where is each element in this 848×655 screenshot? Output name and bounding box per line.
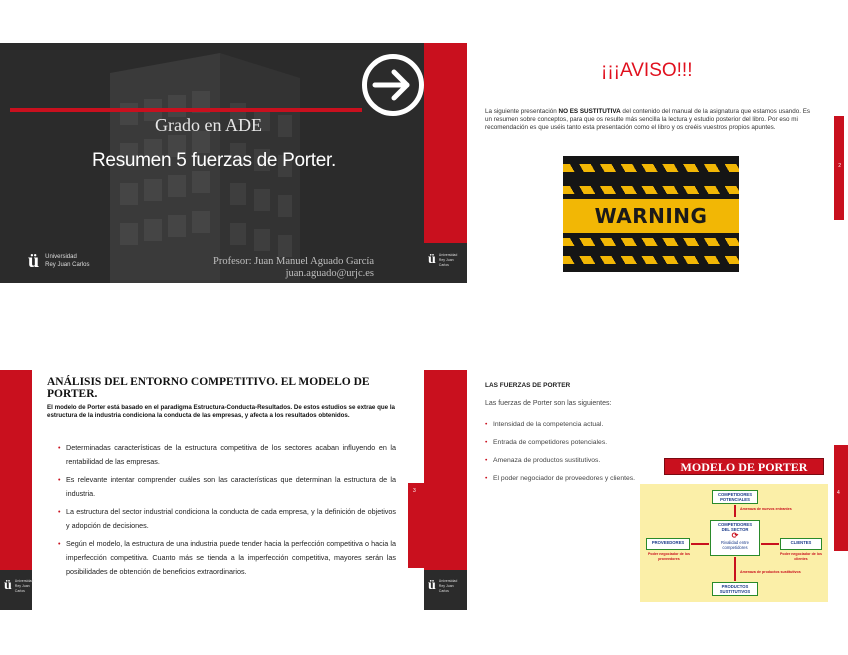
box-clients: CLIENTES — [780, 538, 822, 550]
slide4-red-tab — [834, 445, 848, 551]
slide3-intro: El modelo de Porter está basado en el paradigma Estructura-Conducta-Resultados. De estos estudios se extrae que la estructura de la industria condiciona la conducta de las empresas, y afecta a los resultados obtenidos. — [47, 404, 395, 419]
warning-image — [563, 156, 739, 272]
warning-tape-lower — [563, 238, 739, 246]
list-item: • El poder negociador de proveedores y clientes. — [485, 470, 635, 488]
note-supplier-power: Poder negociador de los proveedores — [648, 552, 690, 561]
list-item: • La estructura del sector industrial condiciona la conducta de cada empresa, y la definición de objetivos y adopción de decisiones. — [58, 505, 396, 533]
warning-tape-top — [563, 164, 739, 172]
rivalry-line-1: Rivalidad entre — [721, 540, 749, 545]
title-underline — [10, 108, 362, 112]
rivalry-line-2: competidores — [722, 545, 748, 550]
logo-line-2: Rey Juan Carlos — [45, 262, 90, 268]
slide-title — [0, 43, 424, 283]
footer-logo — [428, 577, 459, 595]
porter-five-forces-diagram — [640, 484, 828, 602]
footer-logo-line-1: Universidad — [438, 578, 458, 583]
slide3-red-tab — [408, 483, 424, 568]
slide3-red-sidebar — [0, 370, 32, 570]
slide-aviso — [475, 43, 848, 283]
warning-label: WARNING — [563, 199, 739, 233]
slide4-red-sidebar — [424, 370, 467, 570]
arrow-substitutes — [734, 557, 736, 581]
sector-line-1: COMPETIDORES — [718, 522, 752, 527]
box-suppliers: PROVEEDORES — [646, 538, 690, 550]
footer-logo-line-2: Rey Juan Carlos — [438, 257, 454, 267]
list-item: • Es relevante intentar comprender cuáles son las características que determinan la estructura de la industria. — [58, 473, 396, 501]
university-logo — [28, 252, 101, 270]
note-new-entrants: Amenaza de nuevos entrantes — [740, 507, 792, 511]
sector-line-2: DEL SECTOR — [721, 527, 749, 532]
aviso-text-bold: NO ES SUSTITUTIVA — [558, 108, 621, 115]
aviso-text-end: del contenido del manual de la asignatura que estamos usando. Es un resumen sobre conceptos, para que os resulte más sencilla la lectura y estudio posterior del libro. Por eso mi recomendación es que uséis tanto esta presentación como el libro y os creéis vuestros propios apuntes. — [485, 108, 811, 131]
slide4-bullet-list — [485, 416, 635, 488]
presentation-subtitle: Resumen 5 fuerzas de Porter. — [92, 150, 337, 171]
professor-email: juan.aguado@urjc.es — [285, 268, 374, 279]
urjc-small-logo-icon: ü — [428, 252, 436, 267]
slide3-heading: ANÁLISIS DEL ENTORNO COMPETITIVO. EL MODELO DE PORTER. — [47, 376, 370, 400]
arrow-clients — [761, 543, 779, 545]
porter-model-title: MODELO DE PORTER — [664, 458, 824, 475]
list-item: • Intensidad de la competencia actual. — [485, 416, 635, 434]
list-item: • Según el modelo, la estructura de una industria puede tender hacia la perfección competitiva o hacia la imperfección competitiva. Cuanto más se tienda a la imperfección competitiva, mayores serán las posibilidades de obtención de beneficios extraordinarios. — [58, 537, 396, 579]
page-number: 3 — [413, 488, 416, 494]
warning-tape-upper — [563, 186, 739, 194]
slide4-intro: Las fuerzas de Porter son las siguientes: — [485, 400, 612, 407]
warning-tape-bottom — [563, 256, 739, 264]
box-potential-competitors: COMPETIDORES POTENCIALES — [712, 490, 758, 504]
list-item: • Determinadas características de la estructura competitiva de los sectores acaban influyendo en la rentabilidad de las empresas. — [58, 441, 396, 469]
footer-logo-line-1: Universidad — [438, 252, 458, 257]
slide3-bullet-list — [58, 441, 396, 583]
arrow-suppliers — [691, 543, 709, 545]
footer-logo — [428, 251, 459, 269]
rivalry-icon: ⟳ — [731, 531, 739, 540]
footer-logo — [4, 577, 33, 595]
note-substitutes-threat: Amenaza de productos sustitutivos — [740, 570, 801, 574]
footer-logo-line-2: Rey Juan Carlos — [14, 583, 30, 593]
course-title: Grado en ADE — [155, 115, 262, 135]
aviso-heading: ¡¡¡AVISO!!! — [601, 60, 693, 81]
footer-logo-line-1: Universidad — [14, 578, 34, 583]
slide1-dark-footer — [424, 243, 467, 283]
slide1-red-sidebar — [424, 43, 467, 243]
urjc-logo-icon: ü — [28, 250, 40, 272]
note-client-power: Poder negociador de los clientes — [780, 552, 822, 561]
urjc-small-logo-icon: ü — [4, 578, 12, 593]
professor-info — [213, 256, 374, 280]
list-item: • Entrada de competidores potenciales. — [485, 434, 635, 452]
page-number: 2 — [838, 163, 841, 169]
logo-line-1: Universidad — [45, 254, 77, 260]
box-substitute-products: PRODUCTOS SUSTITUTIVOS — [712, 582, 758, 596]
slide4-heading: LAS FUERZAS DE PORTER — [485, 382, 571, 389]
aviso-text-start: La siguiente presentación — [485, 108, 559, 115]
professor-name: Profesor: Juan Manuel Aguado García — [213, 256, 374, 267]
box-industry-competitors — [710, 520, 760, 556]
list-item: • Amenaza de productos sustitutivos. — [485, 452, 635, 470]
urjc-small-logo-icon: ü — [428, 578, 436, 593]
arrow-new-entrants — [734, 505, 736, 517]
footer-logo-line-2: Rey Juan Carlos — [438, 583, 454, 593]
aviso-paragraph — [485, 108, 815, 132]
page-number: 4 — [837, 490, 840, 496]
next-arrow-icon[interactable] — [362, 54, 424, 116]
slide-porter-analysis — [0, 370, 424, 610]
slide-porter-forces — [424, 370, 848, 610]
